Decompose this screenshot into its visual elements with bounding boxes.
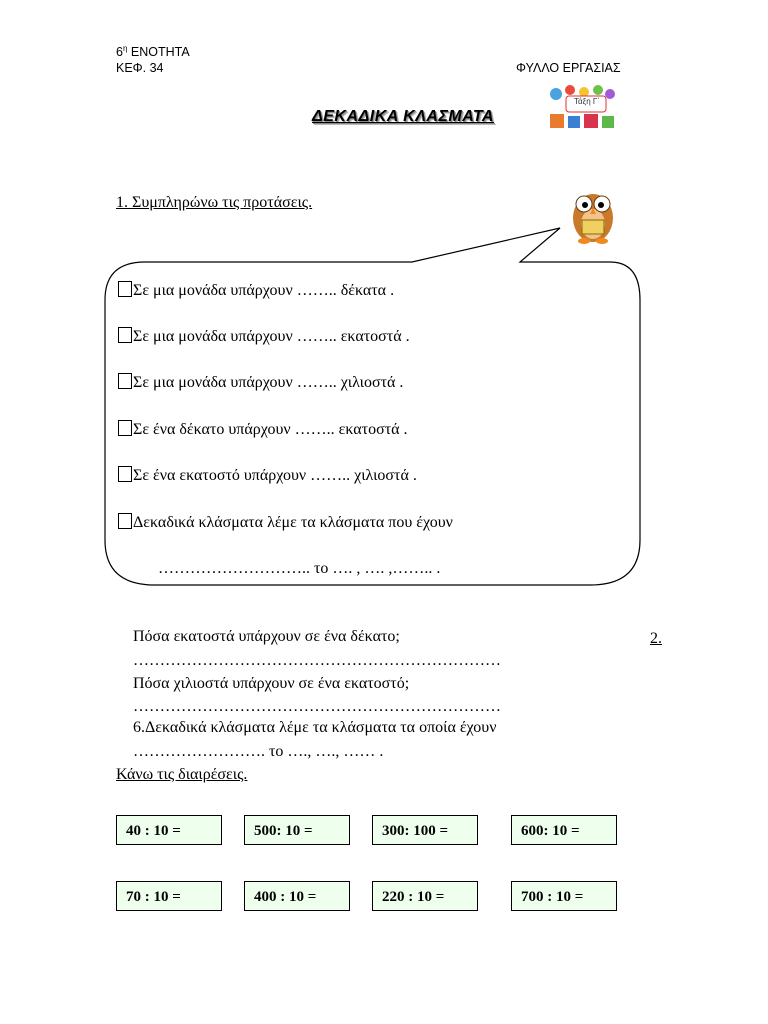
division-box: 300: 100 = xyxy=(372,815,478,845)
answer-line-3: ……………………. το …., …., …… . xyxy=(133,743,384,760)
division-box: 700 : 10 = xyxy=(511,881,617,911)
division-box: 40 : 10 = xyxy=(116,815,222,845)
division-box: 70 : 10 = xyxy=(116,881,222,911)
checkbox-icon xyxy=(118,327,132,343)
exercise-number-2: 2. xyxy=(650,630,662,647)
fill-line-1: Σε μια μονάδα υπάρχουν …….. δέκατα . xyxy=(118,281,394,300)
division-box: 500: 10 = xyxy=(244,815,350,845)
answer-line-1: …………………………………………………………… xyxy=(133,652,501,669)
fill-line-6: Δεκαδικά κλάσματα λέμε τα κλάσματα που έχουν xyxy=(118,513,453,532)
fill-line-4: Σε ένα δέκατο υπάρχουν …….. εκατοστά . xyxy=(118,420,408,439)
answer-line-2: …………………………………………………………… xyxy=(133,698,501,715)
exercise1-heading: 1. Συμπληρώνω τις προτάσεις. xyxy=(116,194,313,211)
division-box: 600: 10 = xyxy=(511,815,617,845)
checkbox-icon xyxy=(118,513,132,529)
question-1: Πόσα εκατοστά υπάρχουν σε ένα δέκατο; xyxy=(133,628,400,645)
fill-line-3: Σε μια μονάδα υπάρχουν …….. χιλιοστά . xyxy=(118,373,403,392)
worksheet-label: ΦΥΛΛΟ ΕΡΓΑΣΙΑΣ xyxy=(516,61,621,75)
question-2: Πόσα χιλιοστά υπάρχουν σε ένα εκατοστό; xyxy=(133,675,410,692)
question-3: 6.Δεκαδικά κλάσματα λέμε τα κλάσματα τα οποία έχουν xyxy=(133,719,497,736)
checkbox-icon xyxy=(118,420,132,436)
division-box: 220 : 10 = xyxy=(372,881,478,911)
class-badge-text: Τάξη Γ΄ xyxy=(574,97,600,106)
fill-line-2: Σε μια μονάδα υπάρχουν …….. εκατοστά . xyxy=(118,327,410,346)
unit-label: $6^\eta$ ΕΝΟΤΗΤΑ xyxy=(116,44,190,60)
checkbox-icon xyxy=(118,466,132,482)
exercise2-heading: Κάνω τις διαιρέσεις. xyxy=(116,766,248,783)
checkbox-icon xyxy=(118,373,132,389)
page-title: ΔΕΚΑΔΙΚΑ ΚΛΑΣΜΑΤΑ xyxy=(312,108,494,125)
division-box: 400 : 10 = xyxy=(244,881,350,911)
fill-line-7: ……………………….. το …. , …. ,…….. . xyxy=(158,560,441,577)
checkbox-icon xyxy=(118,281,132,297)
chapter-label: ΚΕΦ. 34 xyxy=(116,61,164,75)
fill-line-5: Σε ένα εκατοστό υπάρχουν …….. χιλιοστά . xyxy=(118,466,417,485)
